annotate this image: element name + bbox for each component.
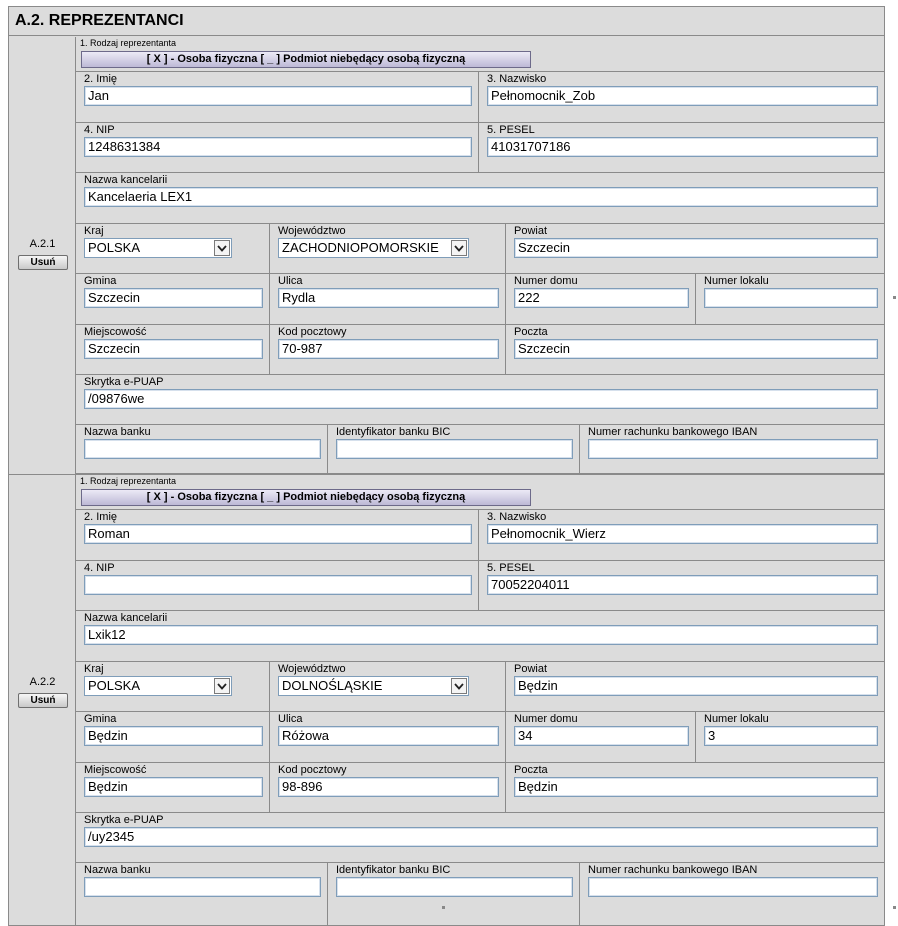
iban-cell: [580, 425, 884, 473]
bank-row: [76, 425, 884, 474]
iban-cell: [580, 863, 884, 925]
representative-block-2: [9, 475, 884, 925]
resize-handle[interactable]: [893, 296, 896, 299]
resize-handle[interactable]: [893, 906, 896, 909]
iban-label: Numer rachunku bankowego IBAN: [588, 426, 758, 438]
house-number-cell: [506, 712, 696, 762]
first-name-cell: [76, 72, 479, 122]
representative-id: A.2.2: [29, 676, 56, 688]
voivodeship-cell: [270, 662, 506, 711]
city-input[interactable]: Będzin: [84, 777, 263, 797]
city-cell: [76, 763, 270, 812]
section-title: A.2. REPREZENTANCI: [9, 7, 884, 36]
iban-input[interactable]: [588, 439, 878, 459]
apartment-number-input[interactable]: [704, 288, 878, 308]
bank-name-label: Nazwa banku: [84, 426, 151, 438]
district-label: Powiat: [514, 663, 548, 675]
country-value: POLSKA: [88, 240, 141, 255]
type-label: 1. Rodzaj reprezentanta: [80, 476, 177, 486]
street-input[interactable]: Różowa: [278, 726, 499, 746]
first-name-label: 2. Imię: [84, 511, 118, 523]
bank-row: [76, 863, 884, 925]
bic-label: Identyfikator banku BIC: [336, 864, 451, 876]
first-name-cell: [76, 510, 479, 560]
pesel-input[interactable]: 41031707186: [487, 137, 878, 157]
country-cell: [76, 662, 270, 711]
chevron-down-icon[interactable]: [451, 678, 467, 694]
epuap-row: [76, 813, 884, 863]
last-name-cell: [479, 72, 884, 122]
bic-input[interactable]: [336, 877, 573, 897]
office-input[interactable]: Kancelaeria LEX1: [84, 187, 878, 207]
delete-button[interactable]: Usuń: [18, 693, 68, 708]
nip-label: 4. NIP: [84, 562, 115, 574]
district-input[interactable]: Będzin: [514, 676, 878, 696]
district-input[interactable]: Szczecin: [514, 238, 878, 258]
bic-cell: [328, 863, 580, 925]
apartment-number-input[interactable]: 3: [704, 726, 878, 746]
postcode-label: Kod pocztowy: [278, 764, 347, 776]
country-label: Kraj: [84, 225, 104, 237]
district-label: Powiat: [514, 225, 548, 237]
voivodeship-select[interactable]: [278, 676, 469, 696]
type-row: [76, 37, 884, 72]
epuap-label: Skrytka e-PUAP: [84, 376, 164, 388]
voivodeship-select[interactable]: [278, 238, 469, 258]
apartment-number-label: Numer lokalu: [704, 713, 769, 725]
chevron-down-icon[interactable]: [214, 678, 230, 694]
voivodeship-value: DOLNOŚLĄSKIE: [282, 678, 383, 693]
representative-id: A.2.1: [29, 238, 56, 250]
resize-handle[interactable]: [442, 906, 445, 909]
voivodeship-value: ZACHODNIOPOMORSKIE: [282, 240, 439, 255]
city-row: [76, 763, 884, 813]
bank-name-cell: [76, 425, 328, 473]
name-row: [76, 510, 884, 561]
epuap-input[interactable]: /uy2345: [84, 827, 878, 847]
type-row: [76, 475, 884, 510]
last-name-label: 3. Nazwisko: [487, 73, 547, 85]
country-select[interactable]: [84, 676, 232, 696]
postcode-cell: [270, 325, 506, 374]
street-cell: [270, 712, 506, 762]
country-select[interactable]: [84, 238, 232, 258]
bank-name-input[interactable]: [84, 877, 321, 897]
post-office-input[interactable]: Będzin: [514, 777, 878, 797]
house-number-label: Numer domu: [514, 713, 578, 725]
voivodeship-cell: [270, 224, 506, 273]
country-cell: [76, 224, 270, 273]
last-name-label: 3. Nazwisko: [487, 511, 547, 523]
apartment-number-cell: [696, 274, 884, 324]
last-name-cell: [479, 510, 884, 560]
bic-input[interactable]: [336, 439, 573, 459]
nip-label: 4. NIP: [84, 124, 115, 136]
nip-cell: [76, 561, 479, 610]
commune-cell: [76, 712, 270, 762]
street-label: Ulica: [278, 713, 303, 725]
nip-input[interactable]: [84, 575, 472, 595]
street-row: [76, 274, 884, 325]
postcode-label: Kod pocztowy: [278, 326, 347, 338]
chevron-down-icon[interactable]: [451, 240, 467, 256]
post-office-cell: [506, 325, 884, 374]
bic-label: Identyfikator banku BIC: [336, 426, 451, 438]
house-number-input[interactable]: 34: [514, 726, 689, 746]
city-cell: [76, 325, 270, 374]
apartment-number-label: Numer lokalu: [704, 275, 769, 287]
id-row: [76, 123, 884, 173]
section-frame: [8, 6, 885, 926]
pesel-label: 5. PESEL: [487, 562, 535, 574]
office-input[interactable]: Lxik12: [84, 625, 878, 645]
house-number-cell: [506, 274, 696, 324]
pesel-input[interactable]: 70052204011: [487, 575, 878, 595]
first-name-input[interactable]: Roman: [84, 524, 472, 544]
representative-block-1: [9, 37, 884, 474]
country-value: POLSKA: [88, 678, 141, 693]
bank-name-input[interactable]: [84, 439, 321, 459]
post-office-label: Poczta: [514, 764, 548, 776]
iban-input[interactable]: [588, 877, 878, 897]
street-input[interactable]: Rydla: [278, 288, 499, 308]
street-label: Ulica: [278, 275, 303, 287]
bic-cell: [328, 425, 580, 473]
representative-side-panel: [9, 37, 76, 474]
representative-side-panel: [9, 475, 76, 925]
commune-input[interactable]: Będzin: [84, 726, 263, 746]
name-row: [76, 72, 884, 123]
epuap-row: [76, 375, 884, 425]
commune-input[interactable]: Szczecin: [84, 288, 263, 308]
pesel-cell: [479, 561, 884, 610]
office-row: [76, 611, 884, 662]
nip-input[interactable]: 1248631384: [84, 137, 472, 157]
iban-label: Numer rachunku bankowego IBAN: [588, 864, 758, 876]
post-office-cell: [506, 763, 884, 812]
representative-type-toggle[interactable]: [ X ] - Osoba fizyczna [ _ ] Podmiot niebędący osobą fizyczną: [81, 489, 531, 506]
city-input[interactable]: Szczecin: [84, 339, 263, 359]
commune-cell: [76, 274, 270, 324]
post-office-input[interactable]: Szczecin: [514, 339, 878, 359]
postcode-cell: [270, 763, 506, 812]
last-name-input[interactable]: Pełnomocnik_Wierz: [487, 524, 878, 544]
type-label: 1. Rodzaj reprezentanta: [80, 38, 177, 48]
city-row: [76, 325, 884, 375]
commune-label: Gmina: [84, 713, 117, 725]
house-number-input[interactable]: 222: [514, 288, 689, 308]
postcode-input[interactable]: 98-896: [278, 777, 499, 797]
first-name-label: 2. Imię: [84, 73, 118, 85]
nip-cell: [76, 123, 479, 172]
postcode-input[interactable]: 70-987: [278, 339, 499, 359]
country-label: Kraj: [84, 663, 104, 675]
epuap-label: Skrytka e-PUAP: [84, 814, 164, 826]
street-row: [76, 712, 884, 763]
district-cell: [506, 224, 884, 273]
pesel-label: 5. PESEL: [487, 124, 535, 136]
chevron-down-icon[interactable]: [214, 240, 230, 256]
representative-type-toggle[interactable]: [ X ] - Osoba fizyczna [ _ ] Podmiot niebędący osobą fizyczną: [81, 51, 531, 68]
region-row: [76, 224, 884, 274]
id-row: [76, 561, 884, 611]
bank-name-label: Nazwa banku: [84, 864, 151, 876]
house-number-label: Numer domu: [514, 275, 578, 287]
last-name-input[interactable]: Pełnomocnik_Zob: [487, 86, 878, 106]
office-label: Nazwa kancelarii: [84, 174, 168, 186]
city-label: Miejscowość: [84, 764, 147, 776]
epuap-input[interactable]: /09876we: [84, 389, 878, 409]
city-label: Miejscowość: [84, 326, 147, 338]
office-label: Nazwa kancelarii: [84, 612, 168, 624]
voivodeship-label: Województwo: [278, 225, 346, 237]
pesel-cell: [479, 123, 884, 172]
street-cell: [270, 274, 506, 324]
apartment-number-cell: [696, 712, 884, 762]
bank-name-cell: [76, 863, 328, 925]
post-office-label: Poczta: [514, 326, 548, 338]
first-name-input[interactable]: Jan: [84, 86, 472, 106]
region-row: [76, 662, 884, 712]
voivodeship-label: Województwo: [278, 663, 346, 675]
district-cell: [506, 662, 884, 711]
commune-label: Gmina: [84, 275, 117, 287]
delete-button[interactable]: Usuń: [18, 255, 68, 270]
office-row: [76, 173, 884, 224]
